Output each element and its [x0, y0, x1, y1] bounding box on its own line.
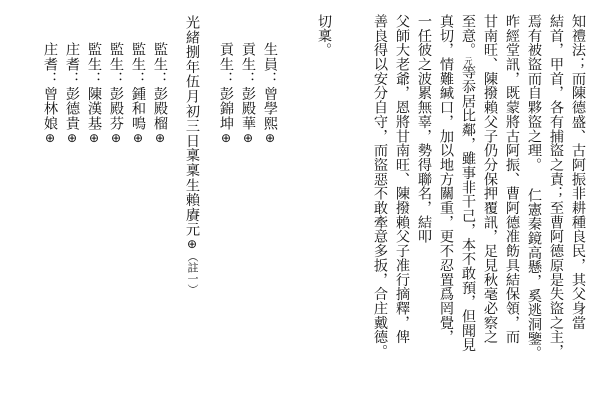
signatory-9 [42, 42, 58, 145]
body-column-5: 甘南旺、陳撥賴父子仍分保押覆訊，足見秋毫必察之 [482, 14, 498, 345]
date-line [184, 15, 200, 295]
body-column-6-post: 等忝居比鄰，雖事非干己，本不敢預，但聞見 [460, 65, 476, 353]
footnote-marker: ︵註一︶ [186, 251, 199, 296]
body-column-2: 結首，甲首，各有捕盜之責；至曹阿德原是失盜之主， [548, 14, 564, 359]
signatory-6 [108, 42, 124, 145]
signatory-role: 庄耆： [42, 42, 58, 87]
signatory-role: 生員： [262, 42, 278, 87]
signatory-mark: ⊕ [43, 130, 57, 145]
body-column-3-praise: 仁憲秦鏡高懸，奚逃洞鑒。 [526, 187, 542, 361]
signatory-4 [152, 42, 168, 145]
signatory-role: 貢生： [218, 42, 234, 87]
signatory-name: 彭殿華 [240, 86, 256, 131]
signatory-name: 曾學熙 [262, 86, 278, 131]
body-column-6 [460, 14, 476, 352]
body-column-8: 一任彼之波累無辜，勢得聯名，結叩 [416, 14, 432, 244]
signatory-name: 彭德貴 [64, 86, 80, 131]
signatory-name: 曾林娘 [42, 86, 58, 131]
signatory-mark: ⊕ [109, 130, 123, 145]
signatory-mark: ⊕ [65, 130, 79, 145]
body-column-1: 知禮法；而陳德盛、古阿振非耕種良民，其父身當 [570, 14, 586, 330]
signatory-8 [64, 42, 80, 145]
signatory-role: 監生： [130, 42, 146, 87]
signatory-5 [130, 42, 146, 145]
signatory-role: 監生： [108, 42, 124, 87]
signatory-2 [240, 42, 256, 145]
signatory-name: 彭殿榴 [152, 86, 168, 131]
signatory-mark: ⊕ [131, 130, 145, 145]
signatory-7 [86, 42, 102, 145]
date-name: 賴賡元 [184, 192, 200, 238]
signatory-mark: ⊕ [219, 130, 233, 145]
signatory-role: 監生： [152, 42, 168, 87]
date-circle-mark: ⊕ [185, 237, 199, 252]
body-column-6-pre: 至意。 [460, 14, 476, 58]
signatory-mark: ⊕ [241, 130, 255, 145]
signatory-1 [262, 42, 278, 145]
body-column-9: 父師大老爺，恩將甘南旺、陳撥賴父子准行摘釋，俾 [394, 14, 410, 345]
signatory-name: 鍾和鳴 [130, 86, 146, 131]
signatory-3 [218, 42, 234, 145]
body-column-4: 昨經堂訊，既蒙將古阿振、曹阿德准飭具結保領，而 [504, 14, 520, 345]
signatory-mark: ⊕ [263, 130, 277, 145]
signatory-name: 彭錦坤 [218, 86, 234, 131]
signatory-role: 監生： [86, 42, 102, 87]
signatory-role: 貢生： [240, 42, 256, 87]
date-text: 光緒捌年伍月初三日稟 [184, 15, 200, 163]
body-column-7: 真切，情難緘口，加以地方關重，更不忍置爲罔覺， [438, 14, 454, 345]
signatory-name: 陳漢基 [86, 86, 102, 131]
signatory-name: 彭殿芬 [108, 86, 124, 131]
body-column-11: 切稟。 [316, 14, 332, 58]
signatory-mark: ⊕ [153, 130, 167, 145]
signatory-role: 庄耆： [64, 42, 80, 87]
body-column-10: 善良得以安分自守，而盜惡不敢牽意多扳，合庄戴德。 [372, 14, 388, 359]
signatory-mark: ⊕ [87, 130, 101, 145]
body-column-3-text: 焉有被盜而自夥盜之理。 [526, 14, 542, 172]
date-role: 稟生 [184, 163, 200, 193]
body-column-6-small-name: 元 [464, 57, 473, 66]
body-column-3 [526, 14, 542, 360]
